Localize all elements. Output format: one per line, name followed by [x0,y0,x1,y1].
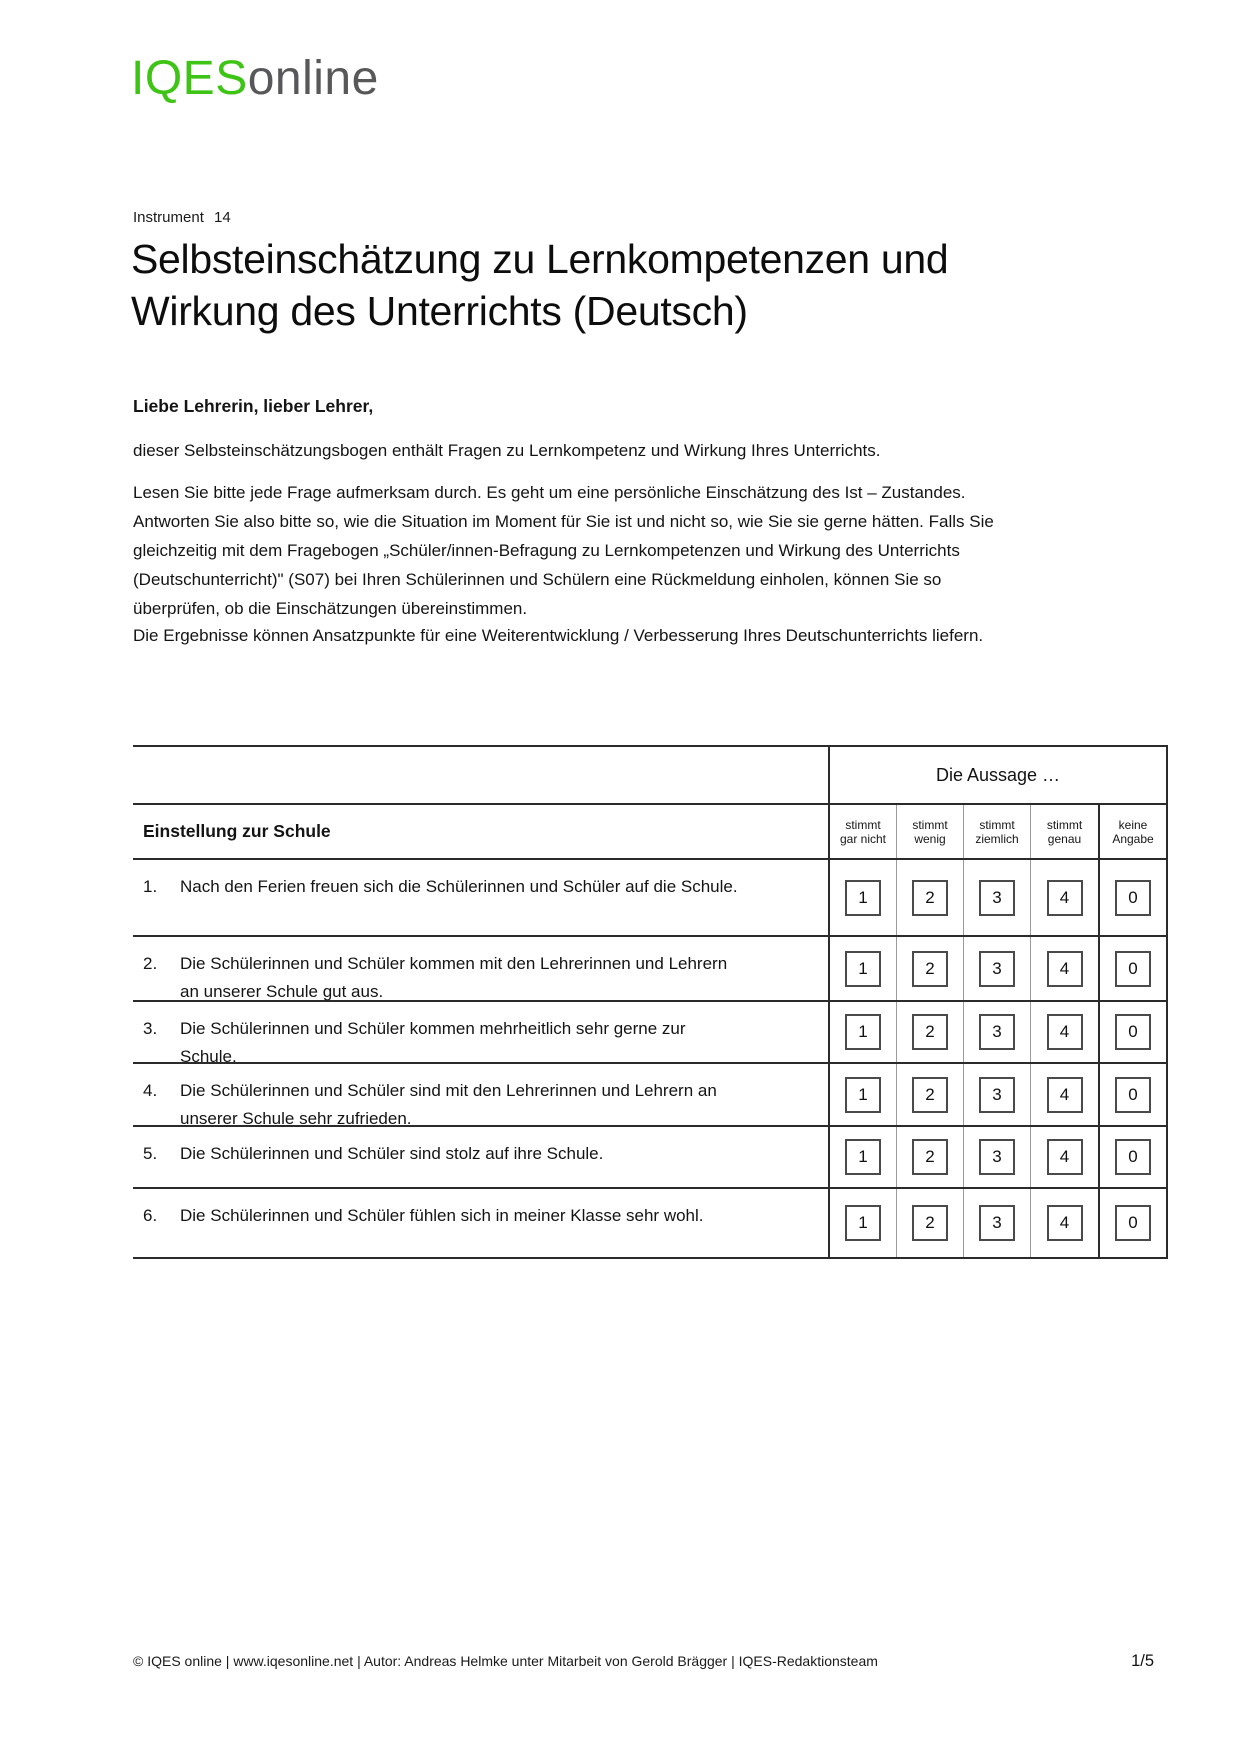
question-number: 1. [143,877,158,896]
option-box-3[interactable]: 3 [979,1077,1015,1113]
questionnaire-table [133,745,1168,1259]
option-box-4[interactable]: 4 [1047,1139,1083,1175]
option-box-4[interactable]: 4 [1047,1077,1083,1113]
option-box-3[interactable]: 3 [979,1139,1015,1175]
question-row-4 [133,1064,1168,1127]
option-box-3[interactable]: 3 [979,951,1015,987]
option-box-2[interactable]: 2 [912,1077,948,1113]
option-box-1[interactable]: 1 [845,1077,881,1113]
section-title: Einstellung zur Schule [143,821,331,841]
scale-label-stimmt-wenig: stimmt wenig [896,805,963,858]
option-box-1[interactable]: 1 [845,1205,881,1241]
answer-group [828,1002,1168,1062]
question-text: Die Schülerinnen und Schüler sind stolz auf ihre Schule. [180,1144,604,1163]
scale-label-stimmt-gar-nicht: stimmt gar nicht [839,817,887,846]
empty-header-cell [133,747,828,803]
answer-group [828,860,1168,935]
footer-credits: © IQES online | www.iqesonline.net | Autor: Andreas Helmke unter Mitarbeit von Gerold Brägger | IQES-Redaktionsteam [133,1653,878,1669]
question-text: Die Schülerinnen und Schüler sind mit den Lehrerinnen und Lehrern an unserer Schule sehr zufrieden. [180,1081,717,1128]
answer-group [828,1127,1168,1187]
iqes-online-logo [131,54,379,104]
table-header-row-scale [133,805,1168,860]
question-number: 5. [143,1144,158,1163]
aussage-header-cell: Die Aussage … [828,747,1168,803]
option-box-2[interactable]: 2 [912,880,948,916]
option-box-0[interactable]: 0 [1115,1014,1151,1050]
option-box-1[interactable]: 1 [845,1014,881,1050]
answer-group [828,1189,1168,1257]
intro-paragraph-1: dieser Selbsteinschätzungsbogen enthält Fragen zu Lernkompetenz und Wirkung Ihres Unterrichts. [133,441,881,460]
question-row-6 [133,1189,1168,1259]
intro-paragraph-2: Lesen Sie bitte jede Frage aufmerksam durch. Es geht um eine persönliche Einschätzung des Ist – Zustandes. Antworten Sie also bitte so, wie die Situation im Moment für Sie ist und nicht so, wie Sie sie gerne hätten. Falls Sie gleichzeitig mit dem Fragebogen „Schüler/innen-Befragung zu Lernkompetenzen und Wirkung des Unterrichts (Deutschunterricht)" (S07) bei Ihren Schülerinnen und Schülern eine Rückmeldung einholen, können Sie so überprüfen, ob die Einschätzungen übereinstimmen. [133,483,994,618]
scale-label-keine-angabe: keine Angabe [1098,805,1166,858]
option-box-4[interactable]: 4 [1047,1014,1083,1050]
instrument-label: Instrument 14 [133,209,231,226]
option-box-3[interactable]: 3 [979,1014,1015,1050]
scale-label-stimmt-genau: stimmt genau [1030,805,1098,858]
question-number: 4. [143,1081,158,1100]
option-box-2[interactable]: 2 [912,951,948,987]
logo-online-text: online [247,52,379,105]
option-box-0[interactable]: 0 [1115,1139,1151,1175]
salutation: Liebe Lehrerin, lieber Lehrer, [133,396,374,416]
question-row-1 [133,860,1168,937]
option-box-1[interactable]: 1 [845,951,881,987]
question-cell [133,1002,828,1066]
option-box-2[interactable]: 2 [912,1139,948,1175]
option-box-3[interactable]: 3 [979,1205,1015,1241]
page-footer [133,1652,1168,1671]
question-text: Die Schülerinnen und Schüler kommen mehrheitlich sehr gerne zur Schule. [180,1019,686,1066]
option-box-2[interactable]: 2 [912,1205,948,1241]
option-box-1[interactable]: 1 [845,880,881,916]
answer-group [828,937,1168,1000]
question-cell [133,860,828,935]
scale-label-stimmt-ziemlich: stimmt ziemlich [963,805,1030,858]
option-box-3[interactable]: 3 [979,880,1015,916]
question-cell [133,1127,828,1187]
table-header-row-aussage [133,747,1168,805]
question-row-2 [133,937,1168,1002]
question-cell [133,1189,828,1257]
page-number: 1/5 [1131,1652,1154,1670]
option-box-4[interactable]: 4 [1047,951,1083,987]
question-cell [133,1064,828,1128]
question-text: Die Schülerinnen und Schüler fühlen sich in meiner Klasse sehr wohl. [180,1206,704,1225]
question-number: 2. [143,954,158,973]
option-box-0[interactable]: 0 [1115,1205,1151,1241]
question-number: 3. [143,1019,158,1038]
question-text: Nach den Ferien freuen sich die Schülerinnen und Schüler auf die Schule. [180,877,738,896]
option-box-0[interactable]: 0 [1115,880,1151,916]
option-box-1[interactable]: 1 [845,1139,881,1175]
question-cell [133,937,828,1000]
option-box-0[interactable]: 0 [1115,1077,1151,1113]
question-row-5 [133,1127,1168,1189]
scale-label-group [828,805,1168,858]
logo-iqes-text: IQES [131,52,248,105]
option-box-2[interactable]: 2 [912,1014,948,1050]
question-text: Die Schülerinnen und Schüler kommen mit den Lehrerinnen und Lehrern an unserer Schule gut aus. [180,954,728,1001]
intro-paragraph-3: Die Ergebnisse können Ansatzpunkte für eine Weiterentwicklung / Verbesserung Ihres Deutschunterrichts liefern. [133,626,984,645]
option-box-4[interactable]: 4 [1047,1205,1083,1241]
option-box-4[interactable]: 4 [1047,880,1083,916]
answer-group [828,1064,1168,1125]
question-row-3 [133,1002,1168,1064]
page-title: Selbsteinschätzung zu Lernkompetenzen und Wirkung des Unterrichts (Deutsch) [131,236,949,334]
question-number: 6. [143,1206,158,1225]
option-box-0[interactable]: 0 [1115,951,1151,987]
